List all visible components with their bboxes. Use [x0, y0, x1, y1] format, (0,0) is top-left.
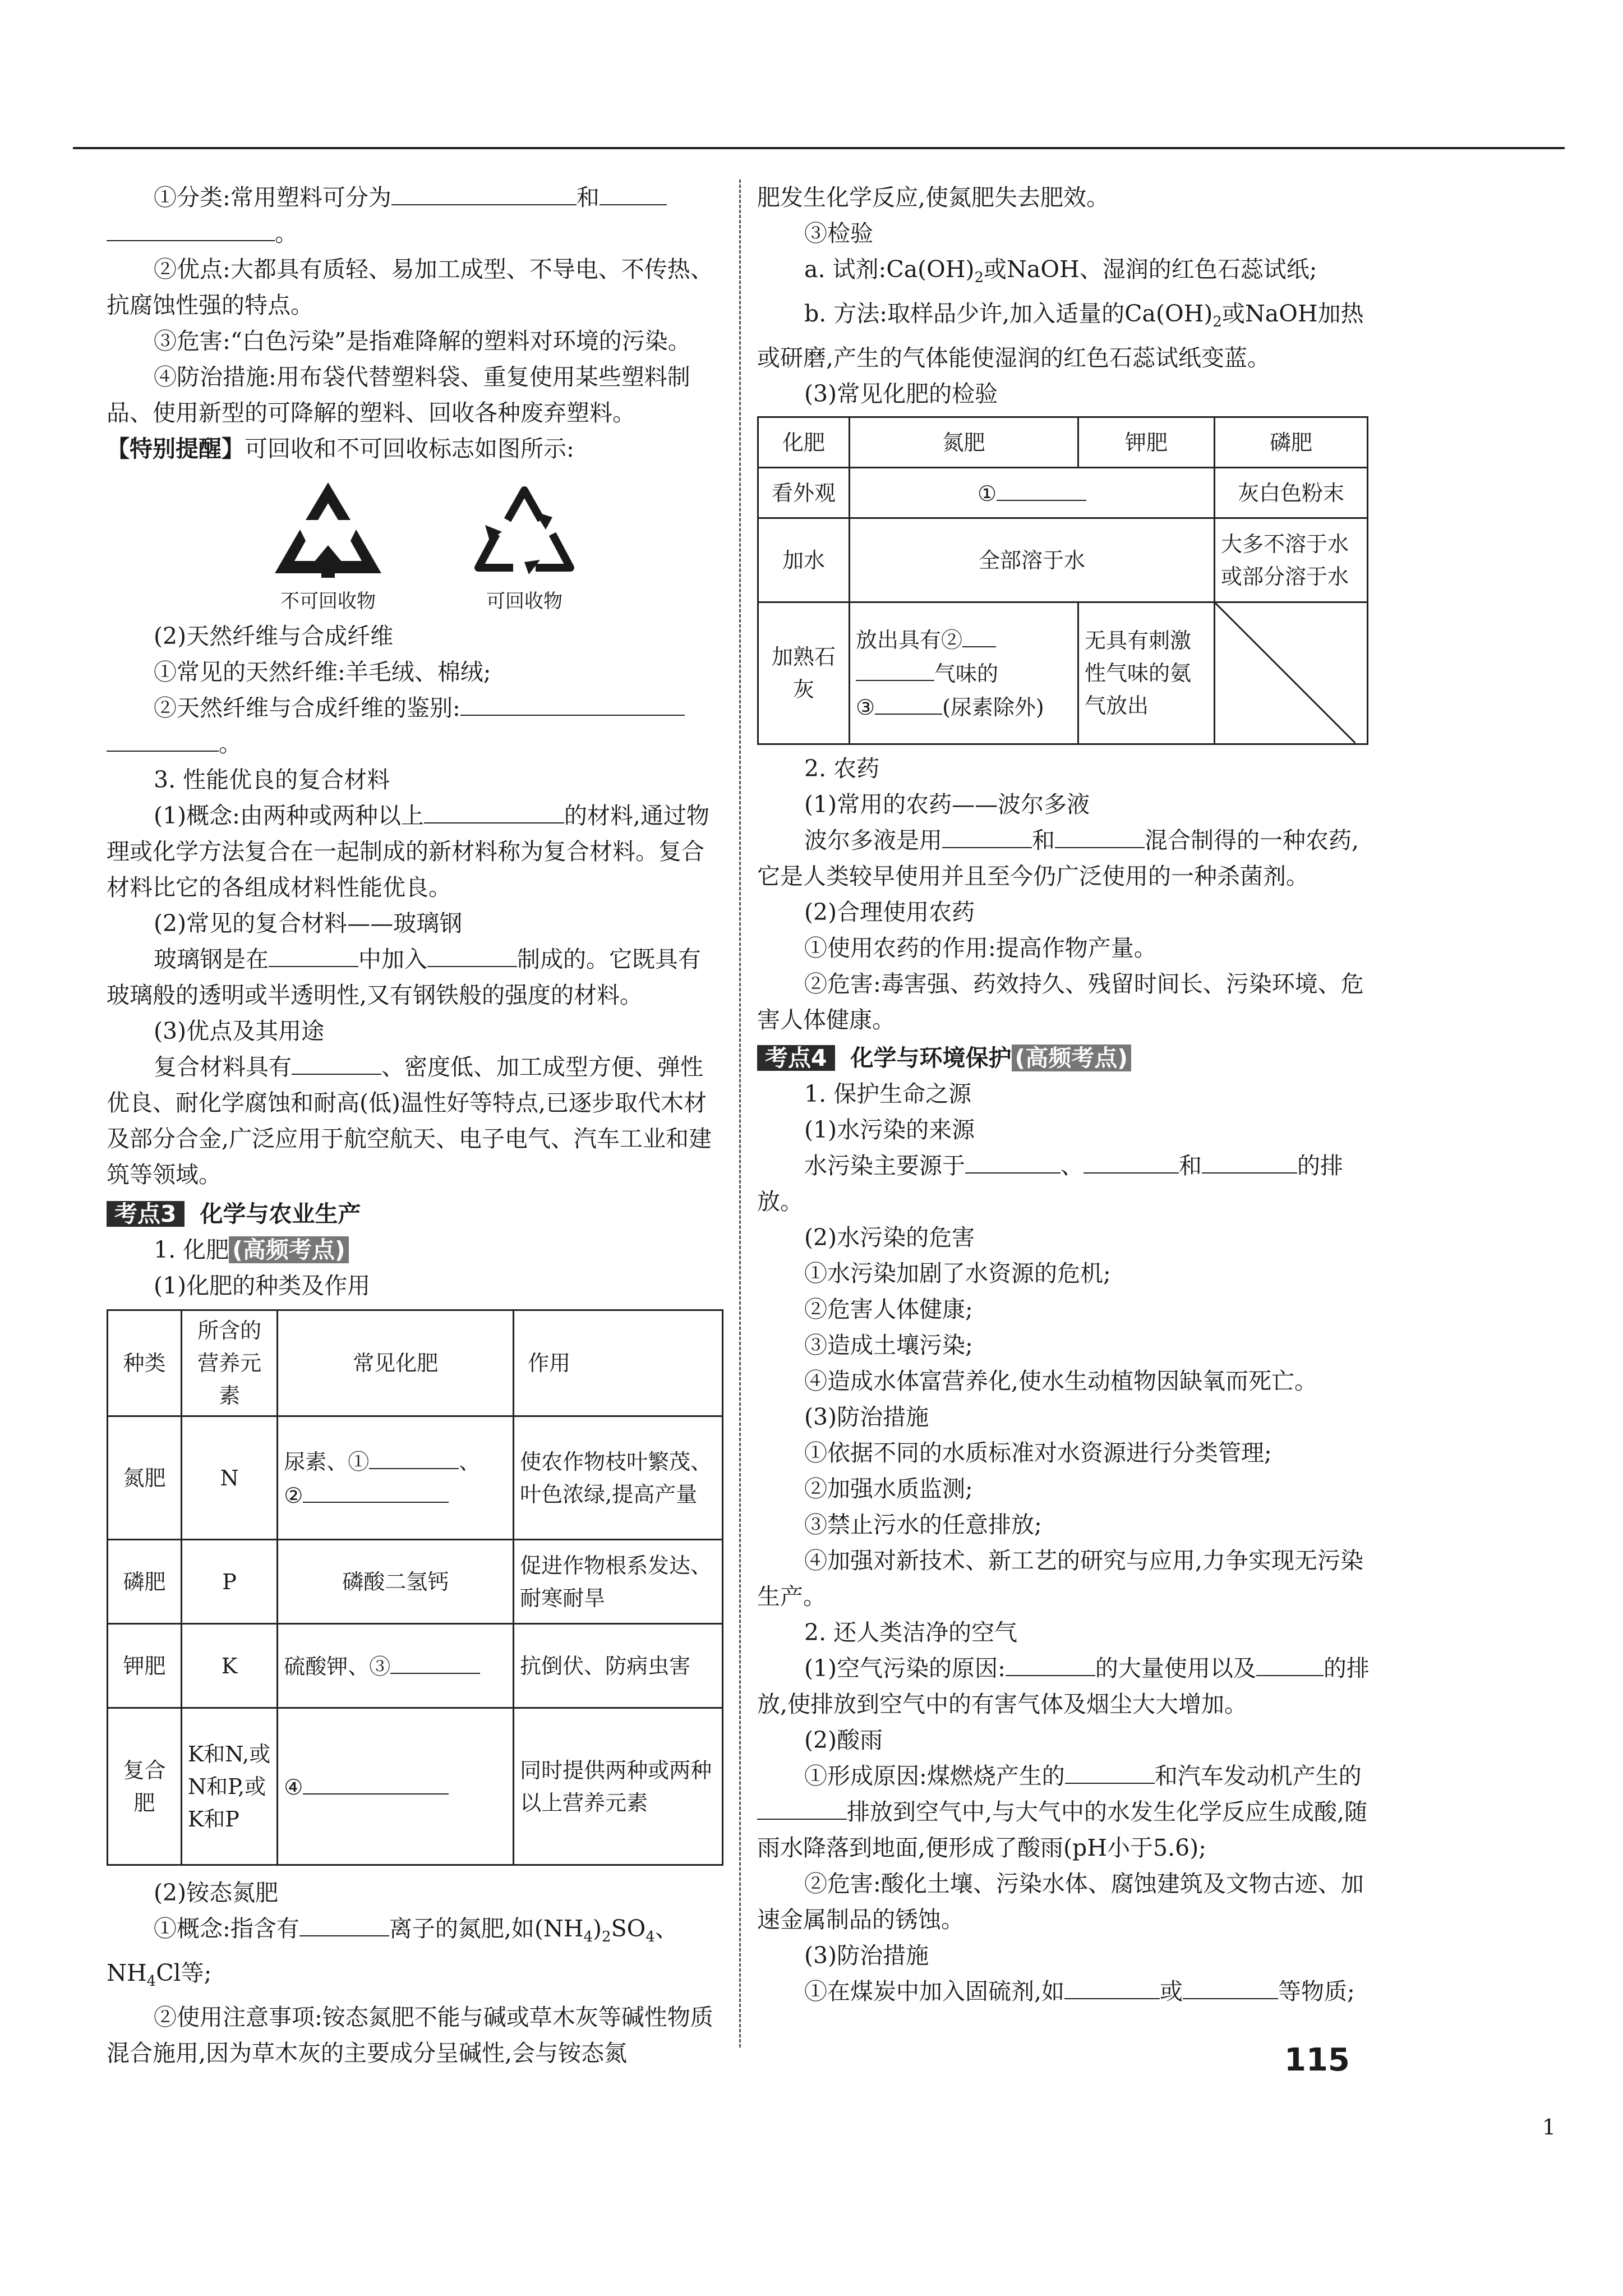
- paragraph: 肥发生化学反应,使氮肥失去肥效。: [757, 184, 1110, 211]
- table-cell: 大多不溶于水或部分溶于水: [1215, 518, 1368, 602]
- table-header: 所含的营养元素: [181, 1310, 277, 1416]
- answer-blank[interactable]: [390, 1649, 480, 1674]
- answer-blank[interactable]: [299, 1912, 389, 1936]
- kaodian-badge: 考点3: [107, 1201, 185, 1227]
- paragraph: 2. 还人类洁净的空气: [804, 1619, 1018, 1646]
- non-recyclable-logo: [266, 478, 390, 618]
- paragraph: (3)防治措施: [804, 1942, 929, 1970]
- paragraph: ①依据不同的水质标准对水资源进行分类管理;: [804, 1439, 1272, 1467]
- non-recyclable-icon: [266, 478, 390, 585]
- table-cell: 看外观: [758, 468, 850, 518]
- paragraph: ③禁止污水的任意排放;: [804, 1511, 1042, 1539]
- paragraph: ①概念:指含有 离子的氮肥,如$(NH_4)_2SO_4$、$NH_4Cl$等;: [107, 1911, 723, 1999]
- paragraph: ①在煤炭中加入固硫剂,如 或 等物质;: [757, 1973, 1380, 2009]
- table-cell: N: [181, 1416, 277, 1540]
- section-heading: 3. 性能优良的复合材料: [154, 766, 390, 793]
- high-frequency-tag: (高频考点): [229, 1236, 348, 1263]
- answer-blank[interactable]: [292, 1050, 381, 1075]
- left-column: [107, 180, 723, 2071]
- table-cell: 使农作物枝叶繁茂、叶色浓绿,提高产量: [514, 1416, 723, 1540]
- answer-blank[interactable]: [391, 181, 577, 205]
- page-number: 115: [1284, 2042, 1350, 2078]
- paragraph: 水污染主要源于 、 和 的排放。: [757, 1148, 1380, 1220]
- table-cell: 硫酸钾、③: [278, 1624, 514, 1708]
- table-cell: P: [181, 1540, 277, 1624]
- paragraph: ②危害:毒害强、药效持久、残留时间长、污染环境、危害人体健康。: [757, 970, 1364, 1034]
- answer-blank[interactable]: [1064, 1975, 1160, 1999]
- kaodian-badge: 考点4: [757, 1045, 835, 1071]
- table-cell: 无具有刺激性气味的氨气放出: [1078, 602, 1215, 744]
- paragraph: (2)合理使用农药: [804, 899, 975, 926]
- paragraph: ②优点:大都具有质轻、易加工成型、不导电、不传热、抗腐蚀性强的特点。: [107, 256, 713, 319]
- answer-blank[interactable]: [757, 1795, 847, 1820]
- recyclable-logo: [463, 478, 586, 618]
- paragraph: (1)常用的农药——波尔多液: [804, 791, 1090, 818]
- table-row: [108, 1540, 723, 1624]
- answer-blank[interactable]: [303, 1770, 449, 1795]
- table-cell: 氮肥: [108, 1416, 182, 1540]
- answer-blank[interactable]: [962, 623, 996, 647]
- answer-blank[interactable]: [942, 823, 1032, 848]
- paragraph: (1)概念:由两种或两种以上 的材料,通过物理或化学方法复合在一起制成的新材料称为复合材料。复合材料比它的各组成材料性能优良。: [107, 798, 723, 905]
- answer-blank[interactable]: [997, 476, 1086, 501]
- paragraph: ②加强水质监测;: [804, 1475, 973, 1503]
- corner-number: 1: [1542, 2115, 1556, 2139]
- table-cell: 复合肥: [108, 1708, 182, 1865]
- answer-blank[interactable]: [369, 1444, 459, 1469]
- paragraph: a. 试剂$:Ca(OH)_2$或NaOH、湿润的红色石蕊试纸;: [804, 256, 1317, 287]
- answer-blank[interactable]: [965, 1149, 1061, 1174]
- answer-blank[interactable]: [1055, 823, 1145, 848]
- answer-blank[interactable]: [460, 691, 685, 716]
- diagonal-slash-icon: [1215, 603, 1355, 743]
- paragraph: ②危害:酸化土壤、污染水体、腐蚀建筑及文物古迹、加速金属制品的锈蚀。: [757, 1870, 1364, 1934]
- paragraph: (2)酸雨: [804, 1727, 883, 1754]
- paragraph: ①使用农药的作用:提高作物产量。: [804, 935, 1157, 962]
- paragraph: (2)铵态氮肥: [154, 1879, 279, 1906]
- logo-caption: 不可回收物: [280, 590, 376, 613]
- paragraph: ④防治措施:用布袋代替塑料袋、重复使用某些塑料制品、使用新型的可降解的塑料、回收各种废弃塑料。: [107, 364, 690, 426]
- table-row: [108, 1416, 723, 1540]
- paragraph: (2)天然纤维与合成纤维: [154, 623, 394, 650]
- table-cell: ④: [278, 1708, 514, 1865]
- right-column: [757, 180, 1380, 2009]
- table-header: 作用: [514, 1310, 723, 1416]
- paragraph: (1)化肥的种类及作用: [154, 1272, 371, 1299]
- answer-blank[interactable]: [1065, 1759, 1155, 1784]
- paragraph: 波尔多液是用 和 混合制得的一种农药,它是人类较早使用并且至今仍广泛使用的一种杀菌剂。: [757, 822, 1380, 894]
- table-row: [758, 468, 1368, 518]
- paragraph: ②天然纤维与合成纤维的鉴别:: [107, 690, 723, 726]
- answer-blank[interactable]: [107, 727, 219, 752]
- table-cell: K和N,或N和P,或K和P: [181, 1708, 277, 1865]
- paragraph: ④造成水体富营养化,使水生动植物因缺氧而死亡。: [804, 1368, 1318, 1395]
- answer-blank[interactable]: [856, 656, 934, 681]
- table-cell: 磷酸二氢钙: [278, 1540, 514, 1624]
- answer-blank[interactable]: [600, 181, 667, 205]
- high-frequency-tag: (高频考点): [1012, 1045, 1131, 1071]
- table-cell: ①: [850, 468, 1215, 518]
- answer-blank[interactable]: [1256, 1651, 1324, 1676]
- recycle-logos: [230, 478, 623, 618]
- table-cell: K: [181, 1624, 277, 1708]
- table-row: [758, 602, 1368, 744]
- paragraph: (3)防治措施: [804, 1404, 929, 1431]
- header-rule: [73, 147, 1565, 149]
- table-header: 化肥: [758, 417, 850, 468]
- table-cell: 加熟石灰: [758, 602, 850, 744]
- paragraph: ①常见的天然纤维:羊毛绒、棉绒;: [154, 659, 491, 685]
- table-cell: 放出具有② 气味的 ③ (尿素除外): [850, 602, 1078, 744]
- table-header: 种类: [108, 1310, 182, 1416]
- answer-blank[interactable]: [1006, 1651, 1095, 1676]
- paragraph: 1. 化肥 (高频考点): [107, 1232, 723, 1268]
- answer-blank[interactable]: [424, 799, 564, 823]
- kaodian-heading: 考点3 化学与农业生产: [107, 1196, 723, 1232]
- table-cell: 同时提供两种或两种以上营养元素: [514, 1708, 723, 1865]
- table-cell: 灰白色粉末: [1215, 468, 1368, 518]
- paragraph: ②使用注意事项:铵态氮肥不能与碱或草木灰等碱性物质混合施用,因为草木灰的主要成分呈碱性,会与铵态氮: [107, 2004, 713, 2067]
- paragraph: 。: [107, 726, 723, 762]
- table-cell: 磷肥: [108, 1540, 182, 1624]
- column-divider: [739, 180, 741, 2047]
- answer-blank[interactable]: [875, 690, 942, 715]
- table-header: 氮肥: [850, 417, 1078, 468]
- paragraph: ③危害:“白色污染”是指难降解的塑料对环境的污染。: [154, 328, 691, 355]
- paragraph: ①分类:常用塑料可分为 和: [107, 180, 723, 215]
- kaodian-heading: 考点4 化学与环境保护 (高频考点): [757, 1040, 1380, 1076]
- paragraph: 2. 农药: [804, 755, 880, 783]
- table-cell: 尿素、① 、 ②: [278, 1416, 514, 1540]
- table-cell: 促进作物根系发达、耐寒耐旱: [514, 1540, 723, 1624]
- paragraph: ③检验: [804, 220, 873, 247]
- paragraph: ①水污染加剧了水资源的危机;: [804, 1260, 1111, 1287]
- logo-caption: 可回收物: [486, 590, 562, 613]
- table-header: 常见化肥: [278, 1310, 514, 1416]
- paragraph: ①形成原因:煤燃烧产生的 和汽车发动机产生的排放到空气中,与大气中的水发生化学反应生成酸,随雨水降落到地面,便形成了酸雨(pH小于5.6);: [757, 1758, 1380, 1866]
- table-row: [108, 1624, 723, 1708]
- table-header: 磷肥: [1215, 417, 1368, 468]
- paragraph: (2)水污染的危害: [804, 1224, 975, 1251]
- notice: 【特别提醒】可回收和不可回收标志如图所示:: [107, 435, 574, 462]
- paragraph: ③造成土壤污染;: [804, 1332, 973, 1359]
- answer-blank[interactable]: [269, 942, 358, 967]
- paragraph: 玻璃钢是在 中加入 制成的。它既具有玻璃般的透明或半透明性,又有钢铁般的强度的材料。: [107, 941, 723, 1013]
- paragraph: (3)常见化肥的检验: [804, 380, 998, 408]
- paragraph: (2)常见的复合材料——玻璃钢: [154, 910, 463, 937]
- recyclable-icon: [463, 478, 586, 585]
- answer-blank[interactable]: [1083, 1149, 1179, 1174]
- answer-blank[interactable]: [303, 1478, 449, 1503]
- table-cell-empty: [1215, 602, 1368, 744]
- table-cell: 全部溶于水: [850, 518, 1215, 602]
- paragraph: ②危害人体健康;: [804, 1296, 973, 1323]
- paragraph: (1)空气污染的原因: 的大量使用以及 的排放,使排放到空气中的有害气体及烟尘大大增加。: [757, 1650, 1380, 1722]
- table-cell: 抗倒伏、防病虫害: [514, 1624, 723, 1708]
- table-header: 钾肥: [1078, 417, 1215, 468]
- answer-blank[interactable]: [1202, 1149, 1297, 1174]
- answer-blank[interactable]: [1183, 1975, 1278, 1999]
- paragraph: 复合材料具有 、密度低、加工成型方便、弹性优良、耐化学腐蚀和耐高(低)温性好等特点,已逐步取代木材及部分合金,广泛应用于航空航天、电子电气、汽车工业和建筑等领域。: [107, 1049, 723, 1193]
- paragraph: (1)水污染的来源: [804, 1116, 975, 1144]
- paragraph: b. 方法:取样品少许,加入适量的$Ca(OH)_2$或NaOH加热或研磨,产生的气体能使湿润的红色石蕊试纸变蓝。: [757, 300, 1364, 372]
- fertilizer-table: [107, 1309, 723, 1866]
- answer-blank[interactable]: [107, 217, 275, 241]
- answer-blank[interactable]: [427, 942, 517, 967]
- table-row: [108, 1708, 723, 1865]
- paragraph: (3)优点及其用途: [154, 1018, 325, 1045]
- paragraph: 1. 保护生命之源: [804, 1080, 972, 1108]
- table-cell: 加水: [758, 518, 850, 602]
- table-cell: 钾肥: [108, 1624, 182, 1708]
- fertilizer-test-table: [757, 416, 1368, 745]
- paragraph: ④加强对新技术、新工艺的研究与应用,力争实现无污染生产。: [757, 1547, 1364, 1611]
- paragraph: 。: [107, 215, 723, 251]
- table-row: [758, 518, 1368, 602]
